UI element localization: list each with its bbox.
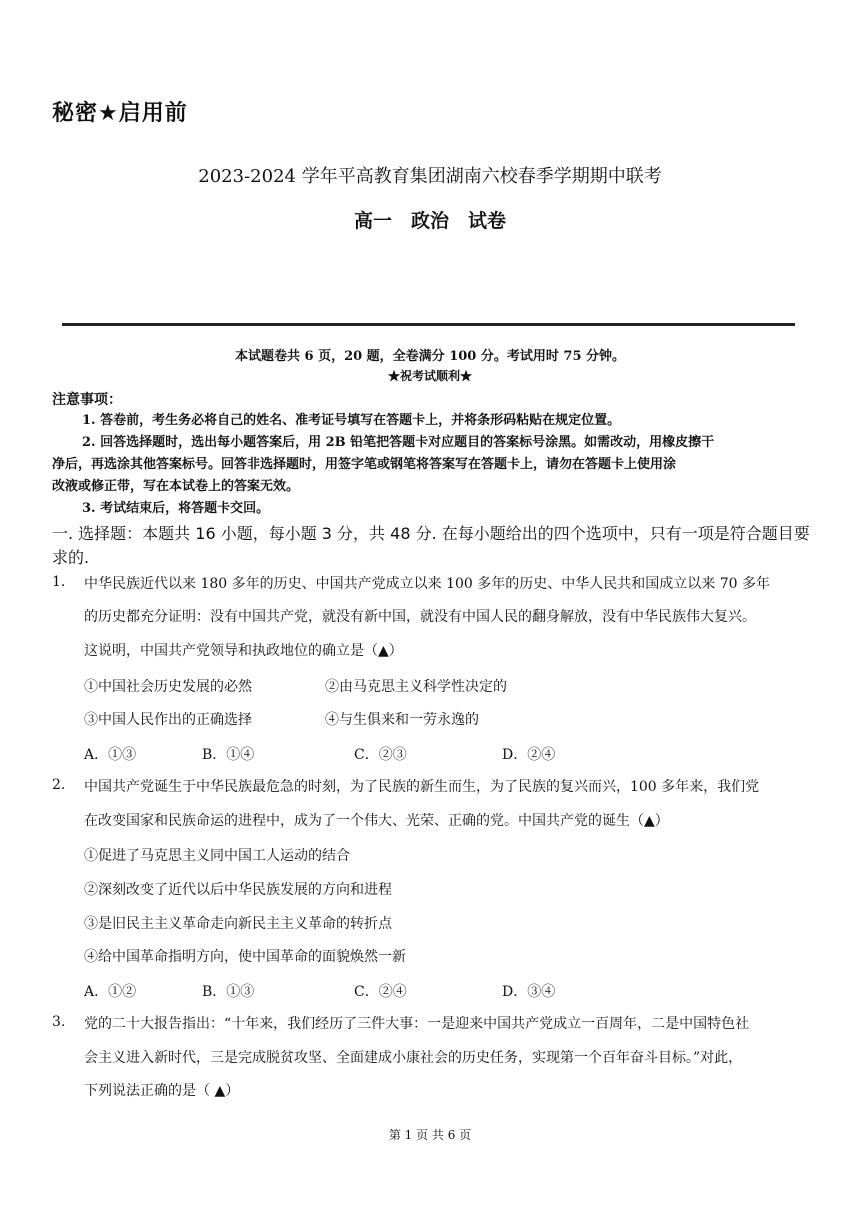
notice-item-1: 1. 答卷前，考生务必将自己的姓名、准考证号填写在答题卡上，并将条形码粘贴在规定位置。 — [82, 413, 621, 428]
question-1-choice-b: B．①④ — [202, 747, 255, 763]
question-3-line-1: 党的二十大报告指出：“十年来，我们经历了三件大事：一是迎来中国共产党成立一百周年，二是中国特色社 — [84, 1016, 750, 1032]
question-1-number: 1. — [52, 574, 66, 590]
question-2-line-1: 中国共产党诞生于中华民族最危急的时刻，为了民族的新生而生，为了民族的复兴而兴，100 多年来，我们党 — [84, 779, 760, 795]
divider-rule — [62, 323, 795, 326]
question-2-number: 2. — [52, 777, 66, 793]
notice-item-2-cont: 净后，再选涂其他答案标号。回答非选择题时，用签字笔或钢笔将答案写在答题卡上，请勿在答题卡上使用涂 — [52, 457, 677, 472]
question-1-statement-3: ③中国人民作出的正确选择 — [84, 712, 252, 728]
question-2-choice-a: A．①② — [84, 984, 137, 1000]
confidential-mark: 秘密★启用前 — [52, 101, 188, 126]
question-1-statement-1: ①中国社会历史发展的必然 — [84, 679, 252, 695]
question-1-choice-a: A．①③ — [84, 747, 137, 763]
question-1-statement-2: ②由马克思主义科学性决定的 — [325, 679, 507, 695]
question-1-choice-c: C．②③ — [354, 747, 407, 763]
good-luck-line: ★祝考试顺利★ — [387, 369, 472, 383]
question-1-statement-4: ④与生俱来和一劳永逸的 — [325, 712, 479, 728]
exam-subtitle: 高一 政治 试卷 — [353, 210, 506, 232]
exam-title: 2023-2024 学年平高教育集团湖南六校春季学期期中联考 — [198, 166, 662, 187]
question-3-line-3: 下列说法正确的是（ ▲） — [84, 1083, 240, 1099]
question-2-statement-2: ②深刻改变了近代以后中华民族发展的方向和进程 — [84, 882, 392, 898]
question-1-choice-d: D．②④ — [502, 747, 556, 763]
question-2-choice-b: B．①③ — [202, 984, 255, 1000]
question-1-line-2: 的历史都充分证明：没有中国共产党，就没有新中国，就没有中国人民的翻身解放，没有中华民族伟大复兴。 — [84, 609, 756, 625]
question-2-statement-3: ③是旧民主主义革命走向新民主主义革命的转折点 — [84, 916, 392, 932]
notice-item-2-cont2: 改液或修正带，写在本试卷上的答案无效。 — [52, 479, 300, 494]
page-footer: 第 1 页 共 6 页 — [388, 1128, 472, 1142]
question-2-statement-4: ④给中国革命指明方向，使中国革命的面貌焕然一新 — [84, 949, 406, 965]
question-2-choice-c: C．②④ — [354, 984, 407, 1000]
question-3-number: 3. — [52, 1014, 66, 1030]
question-2-line-2: 在改变国家和民族命运的进程中，成为了一个伟大、光荣、正确的党。中国共产党的诞生（▲） — [84, 813, 669, 829]
question-2-statement-1: ①促进了马克思主义同中国工人运动的结合 — [84, 848, 350, 864]
question-1-line-1: 中华民族近代以来 180 多年的历史、中国共产党成立以来 100 多年的历史、中华人民共和国成立以来 70 多年 — [84, 576, 770, 592]
notice-item-2: 2. 回答选择题时，选出每小题答案后，用 2B 铅笔把答题卡对应题目的答案标号涂黑。如需改动，用橡皮擦干 — [82, 435, 715, 450]
question-2-choice-d: D．③④ — [502, 984, 556, 1000]
section-heading: 一. 选择题：本题共 16 小题，每小题 3 分，共 48 分. 在每小题给出的四个选项中，只有一项是符合题目要求的. — [52, 524, 810, 567]
exam-info: 本试题卷共 6 页，20 题，全卷满分 100 分。考试用时 75 分钟。 — [234, 349, 626, 364]
notice-heading: 注意事项： — [52, 392, 122, 408]
question-3-line-2: 会主义进入新时代，三是完成脱贫攻坚、全面建成小康社会的历史任务，实现第一个百年奋斗目标。”对此， — [84, 1050, 743, 1066]
notice-item-3: 3. 考试结束后，将答题卡交回。 — [82, 501, 270, 516]
question-1-line-3: 这说明，中国共产党领导和执政地位的确立是（▲） — [84, 643, 403, 659]
